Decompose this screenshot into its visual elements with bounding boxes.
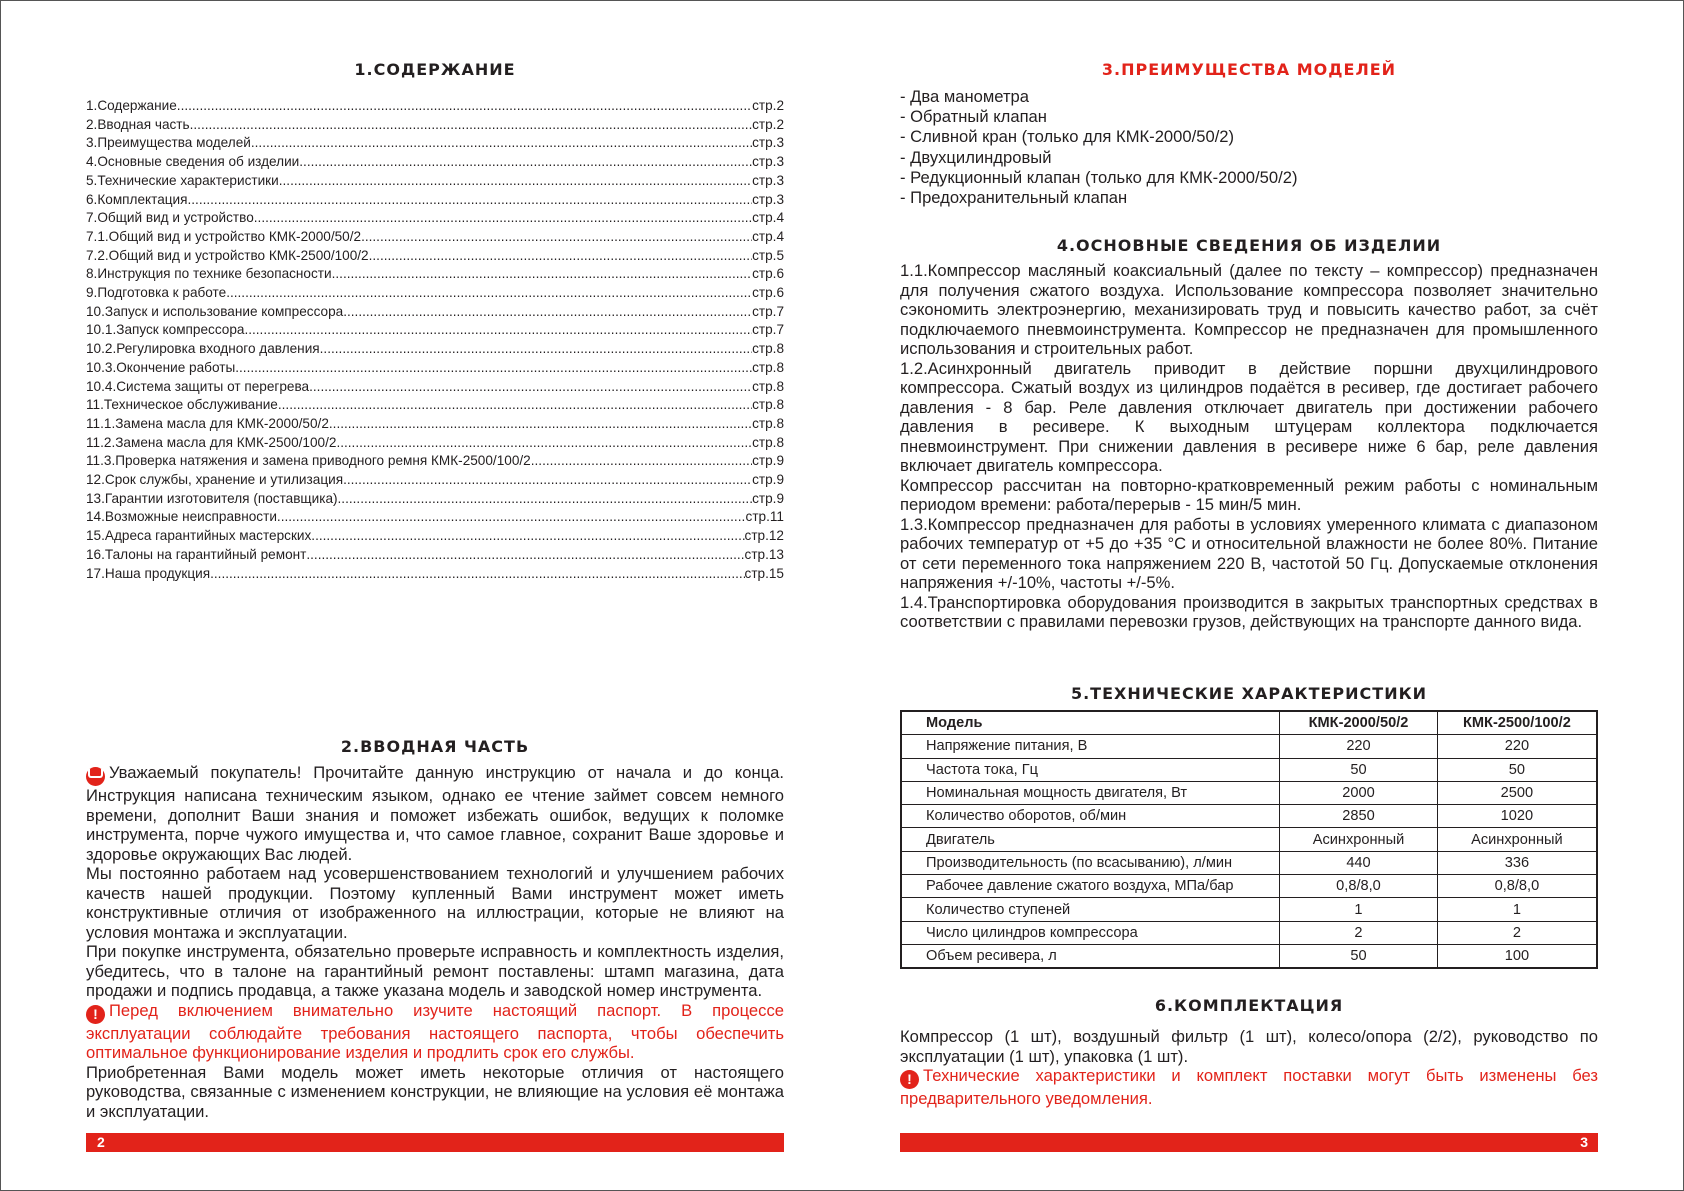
toc-entry-title: 3.Преимущества моделей [86,135,251,151]
toc-entry-page: стр.8 [752,341,784,357]
toc-leader-dots [320,340,752,359]
toc-entry-page: стр.7 [752,322,784,338]
toc-entry-title: 15.Адреса гарантийных мастерских [86,528,312,544]
toc-entry-title: 10.Запуск и использование компрессора [86,303,344,319]
toc-leader-dots [361,228,752,247]
toc-row [86,284,784,303]
toc-entry-title: 12.Срок службы, хранение и утилизация [86,472,344,488]
toc-leader-dots [278,396,752,415]
footer-bar [86,1133,784,1152]
toc-row [86,508,784,527]
intro-paragraph-2: Мы постоянно работаем над усовершенствованием технологий и улучшением рабочих качеств нашей продукции. Поэтому купленный Вами инструмент может иметь конструктивные отличия от изображенного на иллюстрации, которые не влияют на условия монтажа и эксплуатации. [86,864,784,942]
toc-entry-title: 11.1.Замена масла для КМК-2000/50/2 [86,415,329,431]
advantages-list [900,87,1297,208]
intro-text [86,763,784,1121]
toc-row [86,546,784,565]
toc-entry-page: стр.9 [752,490,784,506]
toc-row [86,396,784,415]
toc-leader-dots [244,321,752,340]
spec-param-cell: Объем ресивера, л [901,944,1280,968]
spec-value-cell: 2850 [1280,805,1438,828]
toc-entry-title: 13.Гарантии изготовителя (поставщика) [86,490,338,506]
table-row [901,781,1597,804]
toc-entry-title: 7.Общий вид и устройство [86,210,254,226]
intro-title: 2.ВВОДНАЯ ЧАСТЬ [340,737,530,756]
spec-value-cell: 50 [1437,758,1597,781]
spec-value-cell: 220 [1280,735,1438,758]
toc-leader-dots [226,284,752,303]
spec-param-cell: Номинальная мощность двигателя, Вт [901,781,1280,804]
toc-row [86,228,784,247]
table-row [901,898,1597,921]
toc-entry-page: стр.4 [752,210,784,226]
toc-row [86,415,784,434]
spec-value-cell: 1 [1437,898,1597,921]
spec-param-cell: Частота тока, Гц [901,758,1280,781]
toc-leader-dots [235,359,752,378]
toc-row [86,565,784,584]
intro-paragraph-3: При покупке инструмента, обязательно проверьте исправность и комплектность изделия, убедитесь, что в талоне на гарантийный ремонт поставлены: штамп магазина, дата продажи и подпись продавца, а также указана модель и заводской номер инструмента. [86,942,784,1000]
toc-entry-page: стр.8 [752,359,784,375]
toc-entry-title: 8.Инструкция по технике безопасности [86,266,332,282]
spec-header-cell: КМК-2000/50/2 [1280,711,1438,735]
spec-value-cell: Асинхронный [1280,828,1438,851]
toc-leader-dots [311,527,744,546]
toc-entry-page: стр.8 [752,397,784,413]
toc-entry-page: стр.3 [752,172,784,188]
toc-entry-page: стр.8 [752,434,784,450]
toc-entry-title: 11.2.Замена масла для КМК-2500/100/2 [86,434,337,450]
advantage-item: - Двухцилиндровый [900,147,1052,167]
table-row [901,875,1597,898]
spec-param-cell: Напряжение питания, В [901,735,1280,758]
page-number: 2 [97,1134,105,1150]
toc-entry-page: стр.3 [752,135,784,151]
toc-entry-title: 7.2.Общий вид и устройство КМК-2500/100/2 [86,247,369,263]
intro-paragraph-1: Уважаемый покупатель! Прочитайте данную инструкцию от начала и до конца. Инструкция написана техническим языком, однако ее чтение займет совсем немного времени, дополнит Ваши знания и поможет избежать ошибок, ведущих к поломке инструмента, порче чужого имущества и, что самое главное, сохранит Ваше здоровье и здоровье окружающих Вас людей. [86,763,784,864]
table-row [901,758,1597,781]
spec-value-cell: 1 [1280,898,1438,921]
toc-row [86,116,784,135]
toc-row [86,378,784,397]
toc-entry-title: 4.Основные сведения об изделии [86,154,300,170]
toc-entry-title: 5.Технические характеристики [86,172,279,188]
toc-leader-dots [251,134,752,153]
toc-entry-page: стр.8 [752,378,784,394]
spec-value-cell: 2500 [1437,781,1597,804]
toc-row [86,265,784,284]
toc-entry-title: 10.3.Окончение работы [86,359,236,375]
toc-leader-dots [369,247,752,266]
info-paragraph-3: Компрессор рассчитан на повторно-кратковременный режим работы с номинальным периодом времени: работа/перерыв - 15 мин/5 мин. [900,475,1598,514]
spec-param-cell: Количество оборотов, об/мин [901,805,1280,828]
toc-leader-dots [332,265,752,284]
spec-value-cell: 220 [1437,735,1597,758]
kit-title: 6.КОМПЛЕКТАЦИЯ [1154,996,1344,1015]
toc-entry-title: 14.Возможные неисправности [86,509,277,525]
toc-leader-dots [306,546,744,565]
toc-entry-page: стр.6 [752,266,784,282]
toc-leader-dots [336,434,752,453]
info-paragraph-2: 1.2.Асинхронный двигатель приводит в действие поршни двухцилиндрового компрессора. Сжатый воздух из цилиндров подаётся в ресивер, где достигает рабочего давления - 8 бар. Реле давления отключает двигатель при достижении рабочего давления в ресивере. К выходным штуцерам коллектора подключается пневмоинструмент. При снижении давления в ресивере ниже 6 бар, реле давления включает двигатель компрессора. [900,358,1598,475]
advantage-item: - Редукционный клапан (только для КМК-2000/50/2) [900,167,1298,187]
toc-row [86,340,784,359]
spec-value-cell: Асинхронный [1437,828,1597,851]
info-paragraph-5: 1.4.Транспортировка оборудования производится в закрытых транспортных средствах в соответствии с правилами перевозки грузов, действующих на транспорте данного вида. [900,592,1598,631]
toc-entry-page: стр.2 [752,116,784,132]
spec-header-cell: Модель [901,711,1280,735]
toc-leader-dots [343,471,752,490]
spec-value-cell: 1020 [1437,805,1597,828]
kit-text [900,1027,1598,1109]
toc-leader-dots [190,116,752,135]
toc-entry-page: стр.5 [752,247,784,263]
toc-entry-title: 2.Вводная часть [86,116,190,132]
info-paragraph-1: 1.1.Компрессор масляный коаксиальный (далее по тексту – компрессор) предназначен для получения сжатого воздуха. Использование компрессора позволяет значительно сэкономить электроэнергию, механизировать труд и повысить качество работ, за счёт подключаемого пневмоинструмента. Компрессор не предназначен для промышленного использования и строительных работ. [900,261,1598,358]
footer-bar [900,1133,1598,1152]
spec-table [900,710,1598,969]
toc-leader-dots [177,97,752,116]
kit-warning: Технические характеристики и комплект поставки могут быть изменены без предварительного уведомления. [900,1066,1598,1108]
page-number: 3 [1580,1134,1588,1150]
spec-value-cell: 2 [1437,921,1597,944]
toc-leader-dots [531,452,752,471]
toc-leader-dots [329,415,752,434]
advantage-item: - Сливной кран (только для КМК-2000/50/2) [900,127,1235,147]
toc-entry-title: 9.Подготовка к работе [86,285,227,301]
toc-entry-page: стр.4 [752,228,784,244]
toc-leader-dots [338,490,753,509]
toc-row [86,490,784,509]
toc-title: 1.СОДЕРЖАНИЕ [354,60,516,79]
table-row [901,921,1597,944]
toc-row [86,191,784,210]
toc-row [86,471,784,490]
spec-value-cell: 50 [1280,758,1438,781]
spec-value-cell: 2000 [1280,781,1438,804]
spec-value-cell: 0,8/8,0 [1280,875,1438,898]
toc-leader-dots [279,172,752,191]
table-row [901,944,1597,968]
toc-entry-page: стр.13 [744,546,784,562]
advantage-item: - Два манометра [900,87,1030,106]
kit-paragraph: Компрессор (1 шт), воздушный фильтр (1 шт), колесо/опора (2/2), руководство по эксплуатации (1 шт), упаковка (1 шт). [900,1027,1598,1066]
toc-entry-title: 10.4.Система защиты от перегрева [86,378,310,394]
spec-param-cell: Двигатель [901,828,1280,851]
toc-entry-title: 10.2.Регулировка входного давления [86,341,320,357]
spec-value-cell: 2 [1280,921,1438,944]
toc-row [86,452,784,471]
toc-entry-page: стр.7 [752,303,784,319]
toc-row [86,134,784,153]
toc-row [86,527,784,546]
spec-value-cell: 440 [1280,851,1438,874]
intro-warning: Перед включением внимательно изучите настоящий паспорт. В процессе эксплуатации соблюдайте требования настоящего паспорта, чтобы обеспечить оптимальное функционирование изделия и продлить срок его службы. [86,1000,784,1062]
toc-row [86,303,784,322]
right-page [900,0,1598,1191]
spec-param-cell: Рабочее давление сжатого воздуха, МПа/бар [901,875,1280,898]
toc-row [86,434,784,453]
toc-entry-title: 1.Содержание [86,98,177,113]
toc-entry-page: стр.3 [752,154,784,170]
info-paragraph-4: 1.3.Компрессор предназначен для работы в условиях умеренного климата с диапазоном рабочих температур от +5 до +35 °С и относительной влажности не более 80%. Питание от сети переменного тока напряжением 220 В, частотой 50 Гц. Допускаемые отклонения напряжения +/-10%, частоты +/-5%. [900,514,1598,592]
toc-row [86,209,784,228]
toc-entry-title: 11.3.Проверка натяжения и замена приводного ремня КМК-2500/100/2 [86,453,531,469]
advantages-title: 3.ПРЕИМУЩЕСТВА МОДЕЛЕЙ [1101,60,1397,79]
toc-entry-page: стр.9 [752,453,784,469]
toc-entry-page: стр.9 [752,472,784,488]
spec-header-row [901,711,1597,735]
toc-entry-page: стр.3 [752,191,784,207]
advantage-item: - Предохранительный клапан [900,188,1128,208]
toc-entry-page: стр.12 [744,528,784,544]
toc-row [86,321,784,340]
spec-param-cell: Производительность (по всасыванию), л/мин [901,851,1280,874]
toc-row [86,247,784,266]
warning-icon: ! [900,1070,919,1089]
toc-leader-dots [299,153,752,172]
toc-leader-dots [188,191,753,210]
left-page [86,0,784,1191]
spec-value-cell: 0,8/8,0 [1437,875,1597,898]
table-row [901,851,1597,874]
spec-param-cell: Количество ступеней [901,898,1280,921]
spec-value-cell: 50 [1280,944,1438,968]
toc-row [86,359,784,378]
toc-row [86,172,784,191]
toc-leader-dots [277,508,746,527]
table-row [901,828,1597,851]
book-icon [86,767,105,786]
toc-row [86,153,784,172]
toc-entry-title: 6.Комплектация [86,191,188,207]
toc-entry-page: стр.6 [752,285,784,301]
toc-entry-title: 16.Талоны на гарантийный ремонт [86,546,307,562]
spec-value-cell: 336 [1437,851,1597,874]
spec-title: 5.ТЕХНИЧЕСКИЕ ХАРАКТЕРИСТИКИ [1070,684,1428,703]
table-row [901,805,1597,828]
spec-value-cell: 100 [1437,944,1597,968]
spec-param-cell: Число цилиндров компрессора [901,921,1280,944]
toc-entry-title: 7.1.Общий вид и устройство КМК-2000/50/2 [86,228,362,244]
advantage-item: - Обратный клапан [900,107,1047,127]
toc-leader-dots [210,565,744,584]
toc-leader-dots [343,303,752,322]
toc-entry-page: стр.15 [744,565,784,581]
warning-icon: ! [86,1005,105,1024]
intro-paragraph-4: Приобретенная Вами модель может иметь некоторые отличия от настоящего руководства, связанные с изменением конструкции, не влияющие на условия её монтажа и эксплуатации. [86,1062,784,1121]
toc-leader-dots [309,378,752,397]
toc-entry-title: 17.Наша продукция [86,565,211,581]
toc-entry-title: 10.1.Запуск компрессора [86,322,245,338]
spec-header-cell: КМК-2500/100/2 [1437,711,1597,735]
toc-leader-dots [254,209,752,228]
info-text [900,261,1598,632]
table-row [901,735,1597,758]
toc-entry-page: стр.8 [752,415,784,431]
toc-entry-title: 11.Техническое обслуживание [86,397,278,413]
toc-entry-page: стр.11 [745,509,784,525]
toc-row [86,97,784,116]
info-title: 4.ОСНОВНЫЕ СВЕДЕНИЯ ОБ ИЗДЕЛИИ [1056,236,1442,255]
toc-entry-page: стр.2 [752,98,784,113]
table-of-contents [86,97,784,583]
